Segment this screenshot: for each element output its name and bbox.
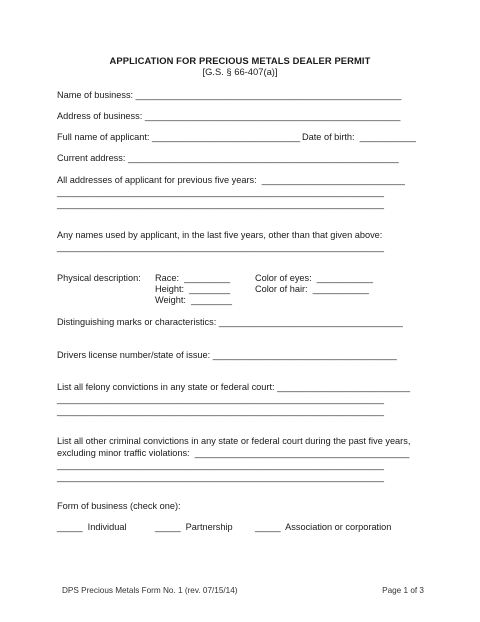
address-of-business-field[interactable]: Address of business: __________________________________________________ bbox=[57, 111, 401, 121]
criminal-convictions-line-2[interactable]: ________________________________________________________________ bbox=[57, 460, 385, 470]
page-number: Page 1 of 3 bbox=[382, 586, 424, 595]
eye-color-field[interactable]: Color of eyes: ___________ bbox=[255, 273, 373, 283]
race-field[interactable]: Race: _________ bbox=[155, 273, 231, 283]
criminal-convictions-line-3[interactable]: ________________________________________________________________ bbox=[57, 472, 385, 482]
felony-convictions-field[interactable]: List all felony convictions in any state or federal court: __________________________ bbox=[57, 382, 410, 392]
felony-convictions-line-3[interactable]: ________________________________________________________________ bbox=[57, 406, 385, 416]
weight-field[interactable]: Weight: ________ bbox=[155, 295, 232, 305]
date-of-birth-field[interactable]: Date of birth: ___________ bbox=[302, 132, 416, 142]
height-field[interactable]: Height: ________ bbox=[155, 284, 231, 294]
full-name-field[interactable]: Full name of applicant: _____________________________ bbox=[57, 132, 301, 142]
other-names-line[interactable]: ________________________________________________________________ bbox=[57, 242, 385, 252]
hair-color-field[interactable]: Color of hair: ___________ bbox=[255, 284, 369, 294]
statute-reference: [G.S. § 66-407(a)] bbox=[202, 66, 278, 77]
individual-option[interactable]: _____ Individual bbox=[57, 522, 127, 532]
distinguishing-marks-field[interactable]: Distinguishing marks or characteristics: ____________________________________ bbox=[57, 317, 403, 327]
form-number: DPS Precious Metals Form No. 1 (rev. 07/15/14) bbox=[62, 586, 238, 595]
previous-addresses-field[interactable]: All addresses of applicant for previous five years: ____________________________ bbox=[57, 175, 405, 185]
previous-addresses-line-2[interactable]: ________________________________________________________________ bbox=[57, 187, 385, 197]
drivers-license-field[interactable]: Drivers license number/state of issue: ____________________________________ bbox=[57, 350, 397, 360]
current-address-field[interactable]: Current address: _____________________________________________________ bbox=[57, 153, 399, 163]
criminal-convictions-field[interactable]: excluding minor traffic violations: __________________________________________ bbox=[57, 448, 410, 458]
partnership-option[interactable]: _____ Partnership bbox=[155, 522, 233, 532]
felony-convictions-line-2[interactable]: ________________________________________________________________ bbox=[57, 394, 385, 404]
name-of-business-field[interactable]: Name of business: ____________________________________________________ bbox=[57, 90, 402, 100]
physical-description-label: Physical description: bbox=[57, 273, 141, 283]
association-option[interactable]: _____ Association or corporation bbox=[255, 522, 392, 532]
other-names-label: Any names used by applicant, in the last five years, other than that given above: bbox=[57, 230, 383, 240]
previous-addresses-line-3[interactable]: ________________________________________________________________ bbox=[57, 199, 385, 209]
criminal-convictions-label: List all other criminal convictions in any state or federal court during the past five years, bbox=[57, 436, 411, 446]
page-title: APPLICATION FOR PRECIOUS METALS DEALER PERMIT bbox=[109, 55, 371, 66]
business-form-label: Form of business (check one): bbox=[57, 501, 181, 511]
